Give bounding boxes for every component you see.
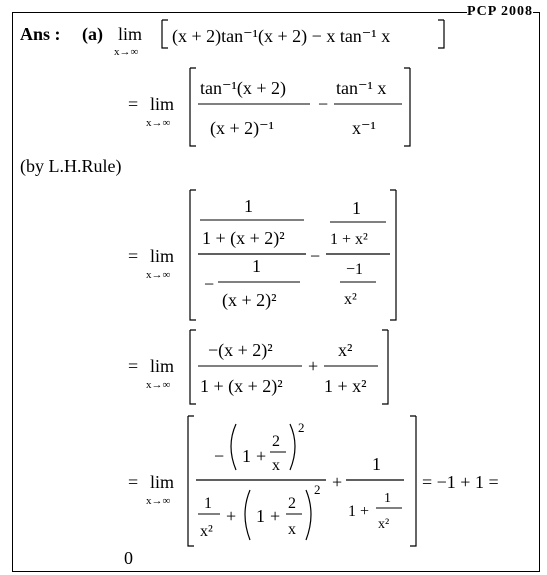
answer-label: Ans :	[20, 24, 61, 44]
line3-eq: =	[128, 246, 139, 266]
bracket-l5-right	[410, 416, 416, 546]
line5-right-den-one: 1	[348, 503, 356, 520]
bracket-l2-left	[190, 68, 196, 146]
line4-plus: +	[308, 356, 319, 376]
line5-right-plus: +	[360, 503, 370, 520]
line5-den-x2: x²	[200, 523, 213, 540]
line5-eq: =	[128, 472, 139, 492]
limit-sub: x→∞	[114, 46, 139, 58]
limit-sub-3: x→∞	[146, 269, 171, 281]
line5-result: = −1 + 1 =	[422, 472, 499, 492]
line5-num-x: x	[272, 457, 280, 474]
left-bracket	[162, 20, 168, 48]
line5-den-inner-plus: +	[270, 506, 281, 526]
bracket-l4-right	[382, 330, 388, 404]
line3-d-minus: −	[204, 274, 215, 294]
limit-op-3: lim	[150, 246, 175, 266]
line1-expr: (x + 2)tan⁻¹(x + 2) − x tan⁻¹ x	[172, 26, 391, 46]
line2-den2: x⁻¹	[352, 118, 376, 138]
line3-m-bot: 1 + x²	[330, 231, 368, 248]
paren-left	[245, 490, 250, 540]
line5-den-plus: +	[226, 506, 237, 526]
rule-note: (by L.H.Rule)	[20, 156, 122, 176]
limit-sub-2: x→∞	[146, 117, 171, 129]
line3-n-bot: 1 + (x + 2)²	[202, 228, 285, 248]
line5-num-plus: +	[256, 446, 267, 466]
paren-right	[290, 424, 295, 470]
answer-part: (a)	[82, 24, 103, 44]
line4-den1: 1 + (x + 2)²	[200, 376, 283, 396]
paren-left	[231, 424, 236, 470]
line5-den-sq: 2	[314, 482, 321, 497]
line3-m-dbot: x²	[344, 291, 357, 308]
bracket-l5-left	[188, 416, 194, 546]
line5-num-two: 2	[272, 433, 280, 450]
line5-right-den-top: 1	[384, 491, 391, 506]
line5-den-two: 2	[288, 495, 296, 512]
limit-op-4: lim	[150, 356, 175, 376]
bracket-l3-left	[190, 190, 196, 320]
line4-eq: =	[128, 356, 139, 376]
limit-sub-5: x→∞	[146, 495, 171, 507]
line4-num2: x²	[338, 340, 353, 360]
line3-d-top: 1	[252, 256, 261, 276]
line5-num-minus: −	[214, 446, 225, 466]
limit-op-5: lim	[150, 472, 175, 492]
line3-d-bot: (x + 2)²	[222, 290, 277, 310]
line3-m-dtop: −1	[346, 261, 364, 278]
final-value: 0	[124, 548, 133, 568]
line5-den-inner-one: 1	[256, 506, 265, 526]
paren-right	[306, 490, 311, 540]
line5-plus: +	[332, 472, 343, 492]
line5-den-one: 1	[204, 495, 212, 512]
bracket-l4-left	[190, 330, 196, 404]
exam-code: PCP 2008	[467, 4, 533, 19]
line2-den1: (x + 2)⁻¹	[210, 118, 275, 138]
right-bracket	[438, 20, 444, 48]
limit-sub-4: x→∞	[146, 379, 171, 391]
line3-m-top: 1	[352, 198, 361, 218]
bracket-l2-right	[404, 68, 410, 146]
line4-den2: 1 + x²	[324, 376, 367, 396]
line4-num1: −(x + 2)²	[208, 340, 273, 360]
limit-op-2: lim	[150, 94, 175, 114]
limit-op: lim	[118, 24, 143, 44]
line3-n-top: 1	[244, 196, 253, 216]
line5-num-one: 1	[242, 446, 251, 466]
line2-eq: =	[128, 94, 139, 114]
bracket-l3-right	[390, 190, 396, 320]
line5-right-den-x2: x²	[378, 517, 390, 532]
line2-num1: tan⁻¹(x + 2)	[200, 78, 287, 98]
line5-right-one: 1	[372, 454, 381, 474]
line5-num-sq: 2	[298, 420, 305, 435]
line3-minus: −	[310, 246, 321, 266]
line5-den-x: x	[288, 521, 296, 538]
line2-minus: −	[318, 94, 329, 114]
line2-num2: tan⁻¹ x	[336, 78, 387, 98]
